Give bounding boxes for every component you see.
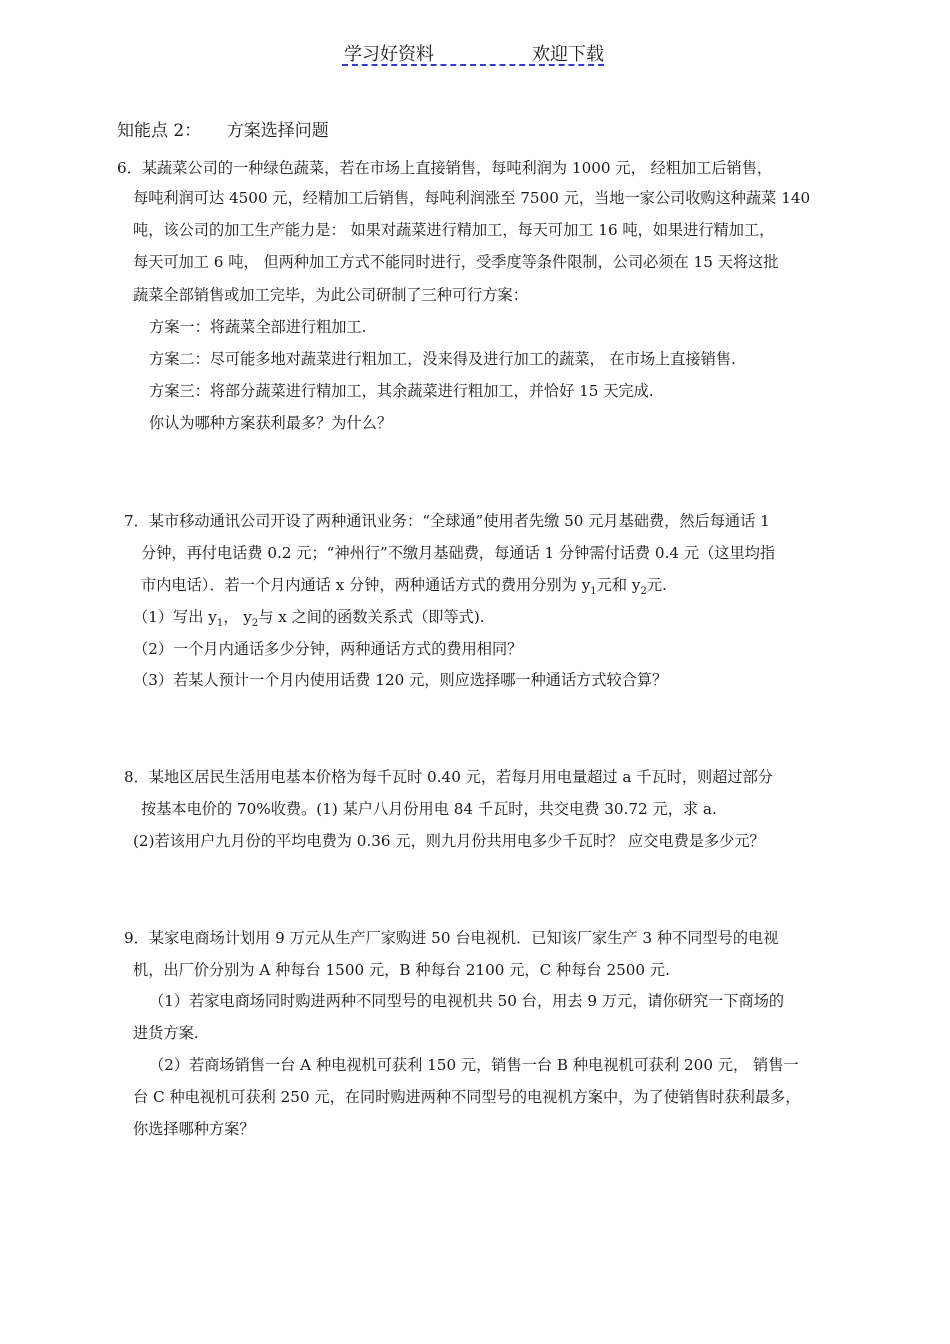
q9-line: 9．某家电商场计划用 9 万元从生产厂家购进 50 台电视机．已知该厂家生产 3 种不同型号的电视 [124,929,779,947]
q9-line: 进货方案. [133,1024,199,1042]
section-title: 知能点 2： 方案选择问题 [117,121,329,141]
q8-line: 按基本电价的 70%收费。(1) 某户八月份用电 84 千瓦时，共交电费 30.72 元，求 a. [141,800,717,818]
q7-text: 元和 y [596,576,641,594]
q7-text: 与 x 之间的函数关系式（即等式). [258,608,485,626]
q8-line: 8．某地区居民生活用电基本价格为每千瓦时 0.40 元，若每月用电量超过 a 千瓦时，则超过部分 [124,768,773,786]
q6-option-1: 方案一：将蔬菜全部进行粗加工. [149,318,367,336]
q6-line: 每吨利润可达 4500 元，经精加工后销售，每吨利润涨至 7500 元，当地一家公司收购这种蔬菜 140 [133,189,811,207]
header-right-text: 欢迎下载 [532,44,604,65]
q6-question: 你认为哪种方案获利最多？为什么？ [149,414,392,432]
q7-line: 7．某市移动通讯公司开设了两种通讯业务：“全球通”使用者先缴 50 元月基础费，然后每通话 1 [124,512,770,530]
q9-part-1: （1）若家电商场同时购进两种不同型号的电视机共 50 台，用去 9 万元，请你研究一下商场的 [149,992,785,1010]
q6-option-2: 方案二：尽可能多地对蔬菜进行粗加工，没来得及进行加工的蔬菜， 在市场上直接销售. [149,350,736,368]
q6-line: 6．某蔬菜公司的一种绿色蔬菜，若在市场上直接销售，每吨利润为 1000 元， 经粗加工后销售， [117,159,773,177]
q7-line [141,575,667,598]
subscript: 1 [590,586,597,597]
q7-part-2: （2）一个月内通话多少分钟，两种通话方式的费用相同？ [133,640,523,658]
q7-part-1 [133,607,485,630]
q8-line: (2)若该用户九月份的平均电费为 0.36 元，则九月份共用电多少千瓦时？ 应交电费是多少元？ [133,832,765,850]
q6-line: 蔬菜全部销售或加工完毕，为此公司研制了三种可行方案： [133,286,528,304]
q6-line: 吨，该公司的加工生产能力是： 如果对蔬菜进行精加工，每天可加工 16 吨，如果进行精加工， [133,221,775,239]
q9-line: 台 C 种电视机可获利 250 元，在同时购进两种不同型号的电视机方案中，为了使销售时获利最多， [133,1088,801,1106]
q7-text: 市内电话）．若一个月内通话 x 分钟，两种通话方式的费用分别为 y [141,576,591,594]
q7-text: ， y [223,608,252,626]
header-left-text: 学习好资料 [344,44,434,65]
q9-line: 你选择哪种方案？ [133,1120,255,1138]
q6-option-3: 方案三：将部分蔬菜进行精加工，其余蔬菜进行粗加工，并恰好 15 天完成. [149,382,654,400]
subscript: 2 [251,618,259,629]
page-header [342,40,604,66]
subscript: 1 [216,618,224,629]
q9-part-2: （2）若商场销售一台 A 种电视机可获利 150 元，销售一台 B 种电视机可获利 200 元， 销售一 [149,1056,799,1074]
q7-text: 元. [646,576,667,594]
q7-text: （1）写出 y [133,608,217,626]
q9-line: 机，出厂价分别为 A 种每台 1500 元，B 种每台 2100 元，C 种每台 2500 元. [133,961,670,979]
q7-line: 分钟，再付电话费 0.2 元；“神州行”不缴月基础费，每通话 1 分钟需付话费 0.4 元（这里均指 [141,544,776,562]
q6-line: 每天可加工 6 吨， 但两种加工方式不能同时进行，受季度等条件限制，公司必须在 15 天将这批 [133,253,779,271]
subscript: 2 [640,586,647,597]
q7-part-3: （3）若某人预计一个月内使用话费 120 元，则应选择哪一种通话方式较合算？ [133,671,668,689]
